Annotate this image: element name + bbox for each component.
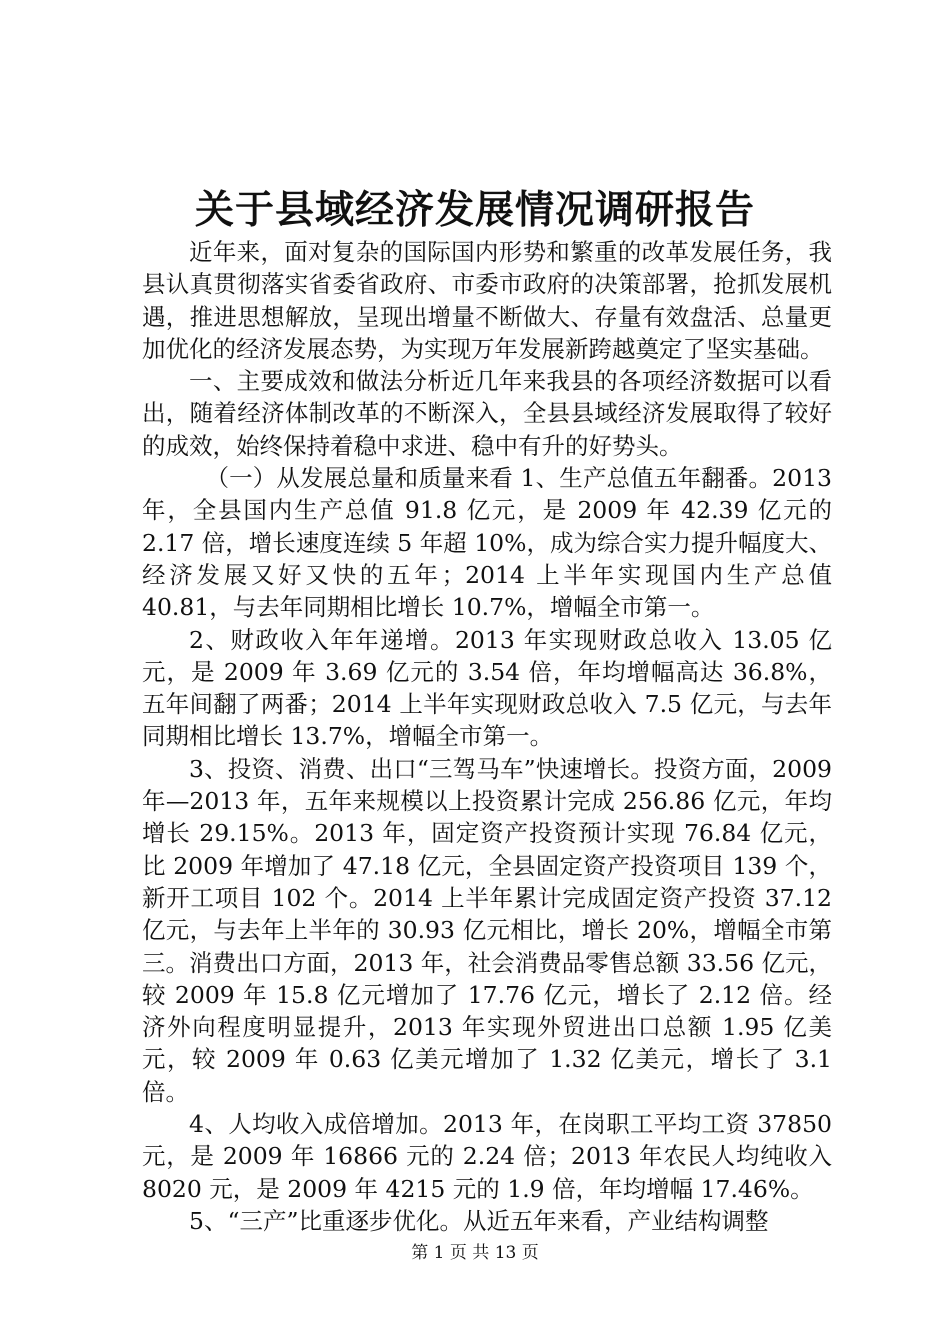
paragraph-income: 4、人均收入成倍增加。2013 年，在岗职工平均工资 37850 元，是 2009 年 16866 元的 2.24 倍；2013 年农民人均纯收入 8020 元，是 2009 年 4215 元的 1.9 倍，年均增幅 17.46%。 bbox=[142, 1110, 832, 1203]
paragraph-intro: 近年来，面对复杂的国际国内形势和繁重的改革发展任务，我县认真贯彻落实省委省政府、市委市政府的决策部署，抢抓发展机遇，推进思想解放，呈现出增量不断做大、存量有效盘活、总量更加优化的经济发展态势，为实现万年发展新跨越奠定了坚实基础。 bbox=[142, 238, 832, 363]
document-title: 关于县域经济发展情况调研报告 bbox=[194, 187, 755, 233]
paragraph-section-one: 一、主要成效和做法分析近几年来我县的各项经济数据可以看出，随着经济体制改革的不断深入，全县县域经济发展取得了较好的成效，始终保持着稳中求进、稳中有升的好势头。 bbox=[142, 367, 832, 460]
paragraph-investment: 3、投资、消费、出口“三驾马车”快速增长。投资方面，2009 年—2013 年，五年来规模以上投资累计完成 256.86 亿元，年均增长 29.15%。2013 年，固定资产投资预计实现 76.84 亿元，比 2009 年增加了 47.18 亿元，全县固定资产投资项目 139 个，新开工项目 102 个。2014 上半年累计完成固定资产投资 37.12 亿元，与去年上半年的 30.93 亿元相比，增长 20%，增幅全市第三。消费出口方面，2013 年，社会消费品零售总额 33.56 亿元，较 2009 年 15.8 亿元增加了 17.76 亿元，增长了 2.12 倍。经济外向程度明显提升，2013 年实现外贸进出口总额 1.95 亿美元，较 2009 年 0.63 亿美元增加了 1.32 亿美元，增长了 3.1 倍。 bbox=[142, 754, 832, 1106]
paragraph-fiscal-revenue: 2、财政收入年年递增。2013 年实现财政总收入 13.05 亿元，是 2009 年 3.69 亿元的 3.54 倍，年均增幅高达 36.8%，五年间翻了两番；2014 上半年实现财政总收入 7.5 亿元，与去年同期相比增长 13.7%，增幅全市第一。 bbox=[142, 625, 832, 751]
page-number-footer: 第 1 页 共 13 页 bbox=[411, 1243, 539, 1263]
document-body bbox=[142, 236, 832, 1237]
paragraph-gdp: （一）从发展总量和质量来看 1、生产总值五年翻番。2013 年，全县国内生产总值 91.8 亿元，是 2009 年 42.39 亿元的 2.17 倍，增长速度连续 5 年超 10%，成为综合实力提升幅度大、经济发展又好又快的五年；2014 上半年实现国内生产总值 40.81，与去年同期相比增长 10.7%，增幅全市第一。 bbox=[142, 464, 832, 622]
paragraph-industry-structure: 5、“三产”比重逐步优化。从近五年来看，产业结构调整 bbox=[189, 1206, 769, 1235]
